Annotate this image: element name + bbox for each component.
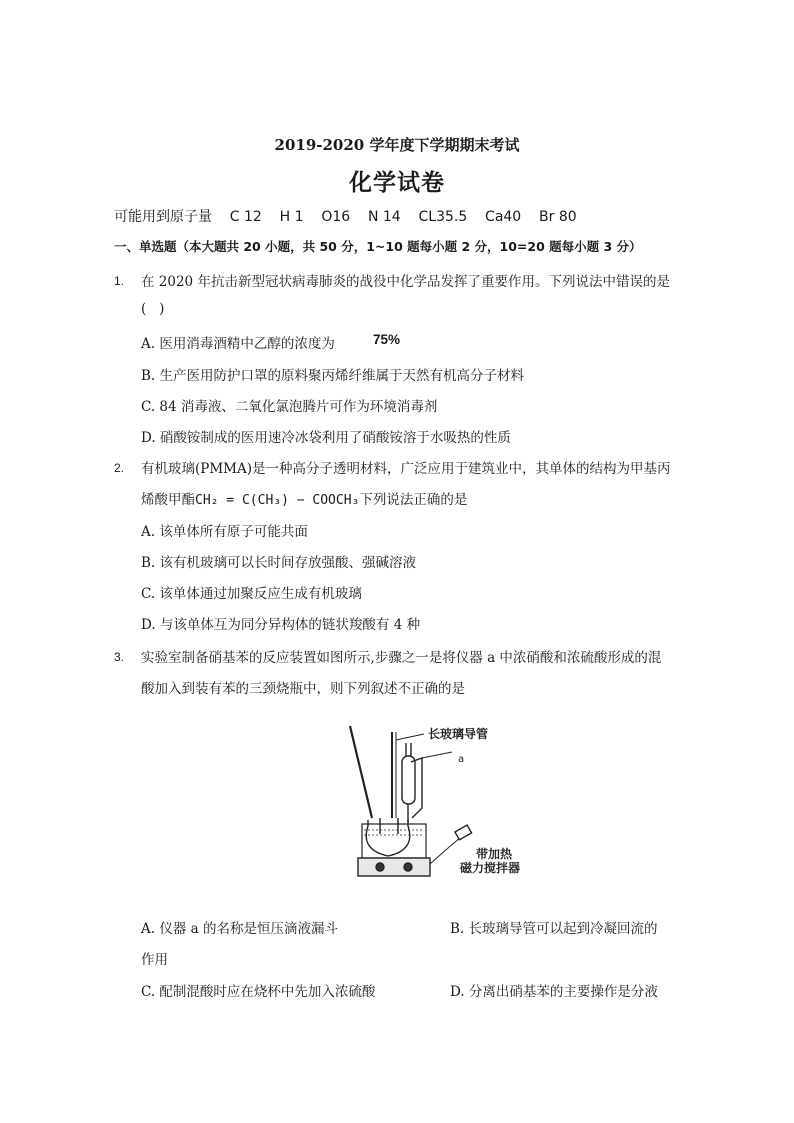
option-b: B. 该有机玻璃可以长时间存放强酸、强碱溶液 [141, 555, 417, 571]
figure-label-a: a [458, 754, 465, 765]
dropping-funnel-icon [402, 756, 415, 804]
figure-label-tube: 长玻璃导管 [428, 727, 489, 741]
atomic-mass-line: 可能用到原子量 C 12 H 1 O16 N 14 CL35.5 Ca40 Br 80 [114, 209, 577, 225]
option-a: A. 仪器 a 的名称是恒压滴液漏斗 [141, 921, 338, 937]
option-d: D. 分离出硝基苯的主要操作是分液 [450, 984, 658, 1000]
option-d: D. 硝酸铵制成的医用速冷冰袋利用了硝酸铵溶于水吸热的性质 [141, 430, 511, 446]
magnetic-stirrer-icon [358, 858, 430, 876]
question-number: 1. [114, 274, 125, 288]
option-b-continued: 作用 [141, 952, 168, 968]
question-number: 2. [114, 461, 125, 475]
question-stem: 有机玻璃(PMMA)是一种高分子透明材料，广泛应用于建筑业中，其单体的结构为甲基丙 [141, 461, 671, 477]
answer-blank: ( ) [141, 301, 165, 317]
stem-text: 烯酸甲酯 [141, 492, 195, 508]
option-b: B. 长玻璃导管可以起到冷凝回流的 [450, 921, 658, 937]
option-c: C. 84 消毒液、二氧化氯泡腾片可作为环境消毒剂 [141, 399, 438, 415]
question-stem-line2: 酸加入到装有苯的三颈烧瓶中，则下列叙述不正确的是 [141, 681, 465, 697]
option-c: C. 该单体通过加聚反应生成有机玻璃 [141, 586, 362, 602]
section-title: 一、单选题（本大题共 20 小题，共 50 分，1~10 题每小题 2 分，10=20 题每小题 3 分） [114, 239, 642, 254]
question-stem: 实验室制备硝基苯的反应装置如图所示,步骤之一是将仪器 a 中浓硝酸和浓硫酸形成的混 [141, 650, 662, 666]
subject-title: 化学试卷 [349, 169, 445, 196]
thermometer-icon [350, 726, 372, 818]
exam-title: 2019-2020 学年度下学期期末考试 [274, 136, 520, 154]
nitrobenzene-apparatus-figure [340, 718, 540, 878]
stem-text: 下列说法正确的是 [359, 492, 468, 508]
question-stem: 在 2020 年抗击新型冠状病毒肺炎的战役中化学品发挥了重要作用。下列说法中错误的是 [141, 274, 670, 290]
figure-label-heater-1: 带加热 [476, 847, 513, 861]
water-bath-icon [362, 824, 426, 858]
option-a: A. 该单体所有原子可能共面 [141, 524, 308, 540]
chemical-formula: CH₂ = C(CH₃) − COOCH₃ [195, 493, 360, 508]
figure-label-heater-2: 磁力搅拌器 [460, 861, 521, 875]
question-number: 3. [114, 650, 125, 664]
question-stem-line2 [141, 488, 467, 508]
option-a-value: 75% [373, 332, 401, 347]
option-d: D. 与该单体互为同分异构体的链状羧酸有 4 种 [141, 617, 421, 633]
option-a: A. 医用消毒酒精中乙醇的浓度为 [141, 336, 335, 352]
option-c: C. 配制混酸时应在烧杯中先加入浓硫酸 [141, 984, 376, 1000]
option-b: B. 生产医用防护口罩的原料聚丙烯纤维属于天然有机高分子材料 [141, 368, 525, 384]
three-neck-flask-icon [366, 820, 410, 856]
